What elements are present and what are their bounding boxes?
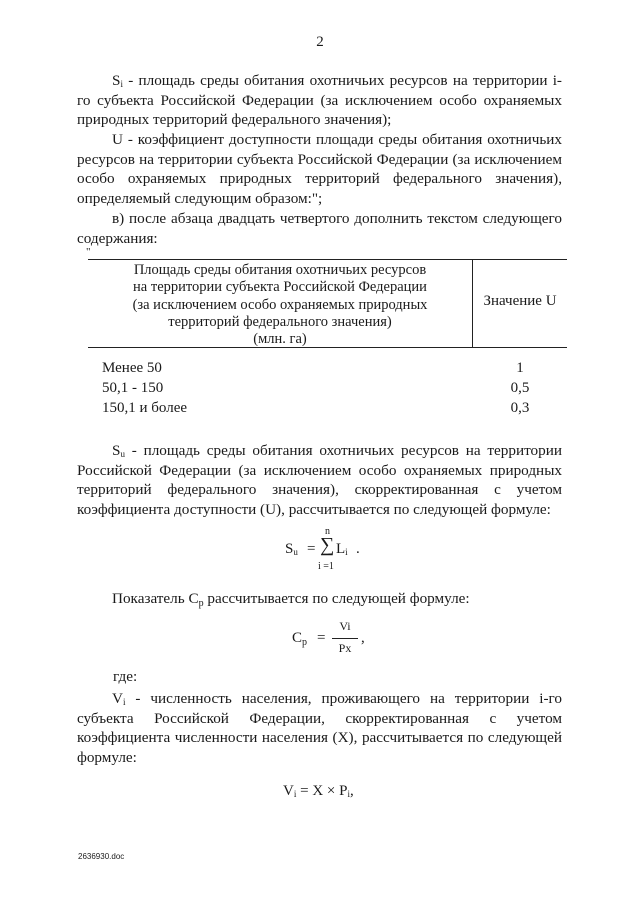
fraction-bar <box>332 638 358 639</box>
sum-lower-limit: i =1 <box>318 561 334 572</box>
formula-end: , <box>361 630 365 646</box>
fraction-denominator: Px <box>338 641 352 655</box>
document-filename: 2636930.doc <box>78 852 125 861</box>
table-header-line: территорий федерального значения) <box>168 313 392 330</box>
formula-cp <box>292 619 372 659</box>
symbol-s: S <box>112 442 121 459</box>
table-cell-value: 1 <box>516 360 524 376</box>
formula-lhs: Su <box>285 541 298 557</box>
symbol-subscript: u <box>120 449 125 459</box>
paragraph-amendment: в) после абзаца двадцать четвертого дополнить текстом следующего содержания: <box>77 210 562 247</box>
table-row <box>88 400 567 420</box>
formula-vi: Vi = X × Pi, <box>283 783 354 799</box>
paragraph-text: - коэффициент доступности площади среды обитания охотничьих ресурсов на территории субъекта Российской Федерации (за исключением особо охраняемых природных территорий федерального значения), определяемый следующим образом:"; <box>77 131 562 207</box>
paragraph-su-definition <box>77 441 562 519</box>
symbol-v: V <box>112 690 123 707</box>
formula-lhs: $C_p$ <box>292 630 308 648</box>
table-cell-range: Менее 50 <box>102 360 162 376</box>
table-cell-value: 0,5 <box>510 380 530 396</box>
table-cell-range: 50,1 - 150 <box>102 380 164 396</box>
paragraph-text: - площадь среды обитания охотничьих ресурсов на территории Российской Федерации (за исключением особо охраняемых природных территорий федерального значения), скорректированная с учетом коэффициента доступности (U), рассчитывается по следующей формуле: <box>77 442 562 518</box>
where-label: где: <box>113 668 138 685</box>
table-header-line: Площадь среды обитания охотничьих ресурсов <box>133 262 427 278</box>
symbol-subscript: i <box>122 697 126 707</box>
symbol-s: S <box>112 72 121 89</box>
page-number: 2 <box>316 34 324 50</box>
opening-quote: " <box>86 246 91 258</box>
paragraph-text: - численность населения, проживающего на территории i-го субъекта Российской Федерации, скорректированная с учетом коэффициента численности населения (X), рассчитывается по следующей формуле: <box>77 690 562 766</box>
paragraph-si-definition <box>77 71 562 130</box>
paragraph-cp-intro: Показатель $C_p$ рассчитывается по следующей формуле: <box>112 590 470 609</box>
table-top-rule <box>88 259 567 260</box>
symbol-subscript: p <box>198 598 204 609</box>
sum-upper-limit: n <box>325 526 330 537</box>
table-header-area <box>88 262 472 348</box>
table-header-line: (за исключением особо охраняемых природных <box>132 296 428 313</box>
symbol-u: U <box>112 131 123 148</box>
formula-su-sum <box>285 526 395 577</box>
table-cell-value: 0,3 <box>510 400 530 416</box>
fraction-numerator: Vi <box>339 619 351 633</box>
paragraph-text: - площадь среды обитания охотничьих ресурсов на территории i-го субъекта Российской Федерации (за исключением особо охраняемых природных территорий федерального значения); <box>77 72 562 128</box>
formula-end: . <box>356 541 360 557</box>
formula-term: Li <box>336 541 348 557</box>
table-row <box>88 360 567 380</box>
paragraph-u-definition <box>77 130 562 208</box>
sigma-icon: ∑ <box>320 534 335 556</box>
formula-equals: = <box>307 541 316 557</box>
table-header-line: на территории субъекта Российской Федерации <box>133 279 427 296</box>
table-header-value: Значение U <box>483 293 557 309</box>
formula-equals: = <box>317 630 326 646</box>
paragraph-vi-definition <box>77 689 562 767</box>
table-header-line: (млн. га) <box>253 331 307 348</box>
table-row <box>88 380 567 400</box>
table-cell-range: 150,1 и более <box>102 400 188 416</box>
symbol-subscript: i <box>120 79 123 89</box>
